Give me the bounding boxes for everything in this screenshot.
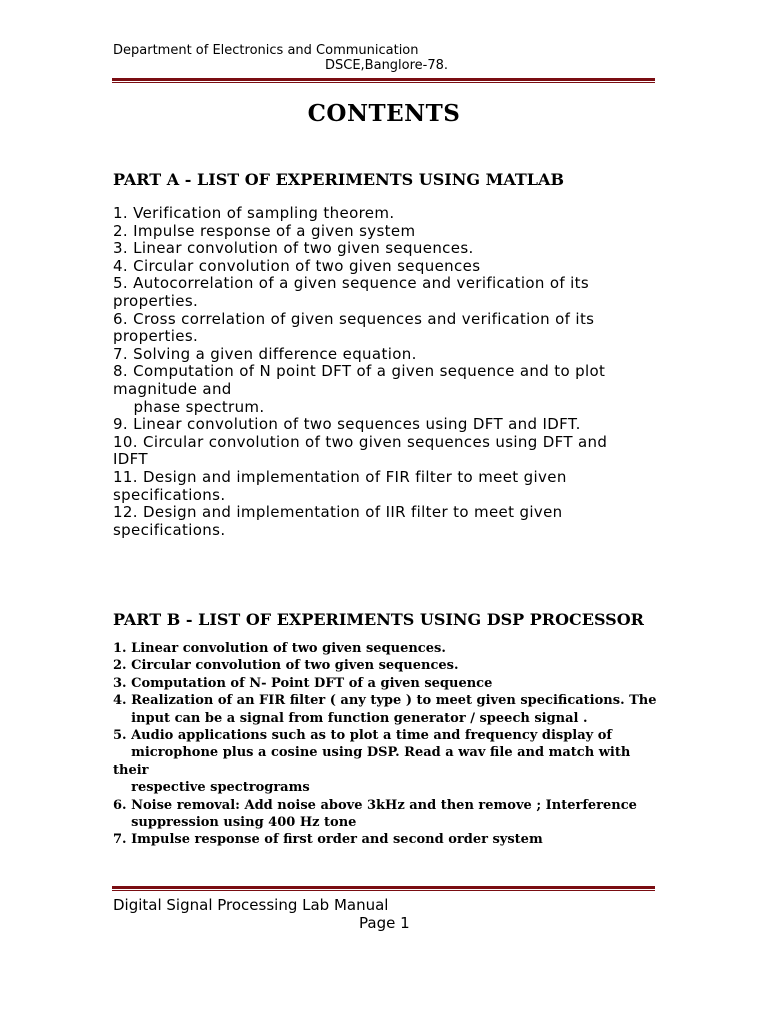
list-item: 5. Audio applications such as to plot a time and frequency display of microphone plus a cosine using DSP. Read a wav file and match with their respective spectrograms <box>113 728 631 796</box>
list-item: 4. Realization of an FIR filter ( any type ) to meet given specifications. The input can be a signal from function generator / speech signal . <box>113 693 657 726</box>
list-item: 7. Impulse response of first order and second order system <box>113 832 543 848</box>
list-item: 7. Solving a given difference equation. <box>113 344 417 363</box>
list-item: 3. Computation of N- Point DFT of a given sequence <box>113 675 493 691</box>
header-institution: DSCE,Banglore-78. <box>325 58 449 73</box>
page-title: CONTENTS <box>307 100 461 127</box>
list-item: 11. Design and implementation of FIR filter to meet given specifications. <box>113 467 567 504</box>
list-item: 2. Impulse response of a given system <box>113 221 416 240</box>
part-b-list <box>113 640 658 849</box>
list-item: 8. Computation of N point DFT of a given sequence and to plot magnitude and phase spectrum. <box>113 362 606 416</box>
list-item: 12. Design and implementation of IIR filter to meet given specifications. <box>113 503 563 539</box>
list-item: 4. Circular convolution of two given sequences <box>113 256 481 275</box>
page-number: Page 1 <box>359 914 410 932</box>
list-item: 10. Circular convolution of two given sequences using DFT and IDFT <box>113 432 608 469</box>
list-item: 1. Verification of sampling theorem. <box>113 204 395 222</box>
list-item: 6. Cross correlation of given sequences and verification of its properties. <box>113 309 595 346</box>
part-a-heading: PART A - LIST OF EXPERIMENTS USING MATLAB <box>113 170 564 189</box>
list-item: 2. Circular convolution of two given sequences. <box>113 658 459 674</box>
footer-divider <box>112 886 655 893</box>
list-item: 1. Linear convolution of two given sequences. <box>113 641 446 656</box>
part-b-heading: PART B - LIST OF EXPERIMENTS USING DSP PROCESSOR <box>113 610 644 629</box>
header-department: Department of Electronics and Communication <box>113 43 419 58</box>
list-item: 6. Noise removal: Add noise above 3kHz and then remove ; Interference suppression using 400 Hz tone <box>113 797 637 831</box>
list-item: 9. Linear convolution of two sequences using DFT and IDFT. <box>113 415 581 434</box>
list-item: 5. Autocorrelation of a given sequence and verification of its properties. <box>113 274 590 310</box>
list-item: 3. Linear convolution of two given sequences. <box>113 239 474 258</box>
footer-manual-title: Digital Signal Processing Lab Manual <box>113 896 389 914</box>
part-a-list <box>113 205 658 539</box>
header-divider <box>112 78 655 85</box>
